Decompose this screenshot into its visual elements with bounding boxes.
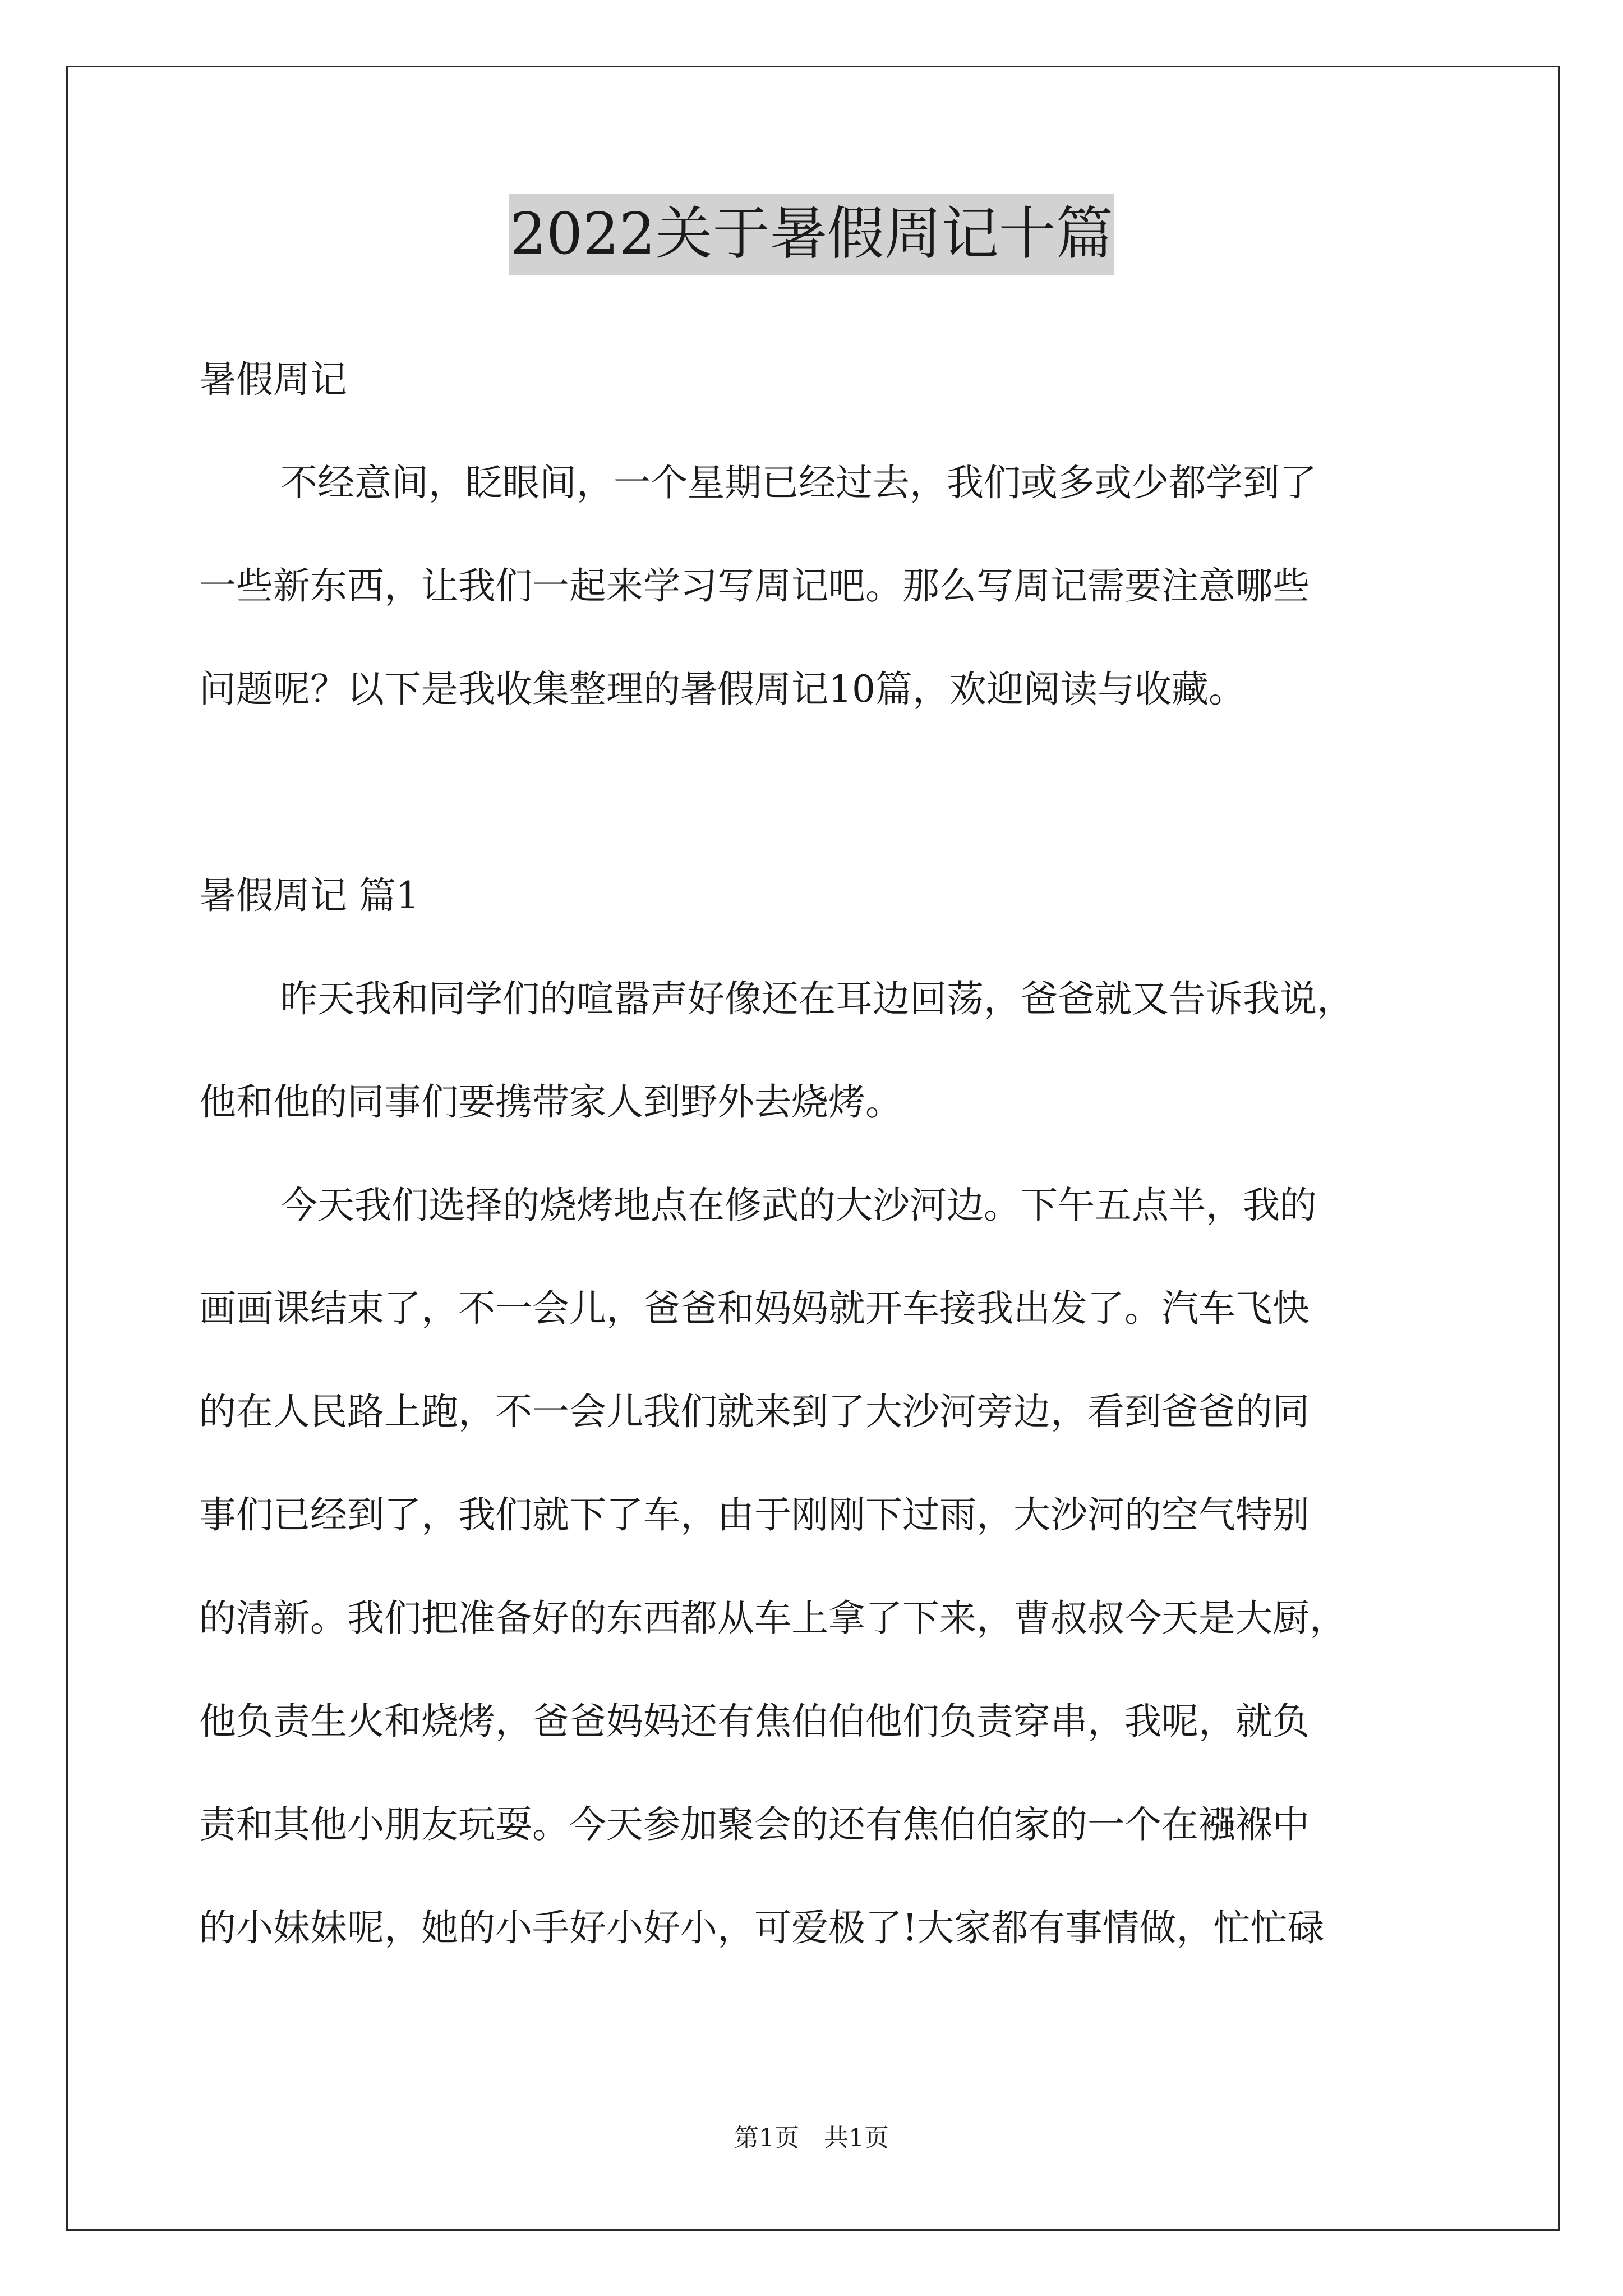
para2-line-4: 事们已经到了，我们就下了车，由于刚刚下过雨，大沙河的空气特别 — [199, 1493, 1310, 1536]
title-container — [0, 194, 1623, 275]
intro-heading: 暑假周记 — [199, 358, 347, 401]
page-footer — [0, 2123, 1623, 2154]
intro-line-1: 不经意间，眨眼间，一个星期已经过去，我们或多或少都学到了 — [280, 461, 1317, 504]
para2-line-6: 他负责生火和烧烤，爸爸妈妈还有焦伯伯他们负责穿串，我呢，就负 — [199, 1700, 1310, 1743]
para1-line-1: 昨天我和同学们的喧嚣声好像还在耳边回荡，爸爸就又告诉我说， — [280, 977, 1354, 1020]
intro-line-2: 一些新东西，让我们一起来学习写周记吧。那么写周记需要注意哪些 — [199, 564, 1310, 608]
para2-line-3: 的在人民路上跑，不一会儿我们就来到了大沙河旁边，看到爸爸的同 — [199, 1390, 1310, 1433]
intro-line-3: 问题呢？以下是我收集整理的暑假周记10篇，欢迎阅读与收藏。 — [199, 668, 1246, 711]
section-heading: 暑假周记 篇1 — [199, 874, 419, 917]
para2-line-8: 的小妹妹呢，她的小手好小好小，可爱极了!大家都有事情做，忙忙碌 — [199, 1906, 1325, 1949]
document-title: 2022关于暑假周记十篇 — [509, 194, 1114, 275]
para2-line-1: 今天我们选择的烧烤地点在修武的大沙河边。下午五点半，我的 — [280, 1184, 1317, 1227]
para2-line-2: 画画课结束了，不一会儿，爸爸和妈妈就开车接我出发了。汽车飞快 — [199, 1287, 1310, 1330]
para2-line-7: 责和其他小朋友玩耍。今天参加聚会的还有焦伯伯家的一个在襁褓中 — [199, 1803, 1310, 1846]
para2-line-5: 的清新。我们把准备好的东西都从车上拿了下来，曹叔叔今天是大厨， — [199, 1596, 1347, 1640]
page-number: 第1页 — [734, 2124, 799, 2152]
para1-line-2: 他和他的同事们要携带家人到野外去烧烤。 — [199, 1080, 902, 1124]
page-total: 共1页 — [824, 2124, 889, 2152]
